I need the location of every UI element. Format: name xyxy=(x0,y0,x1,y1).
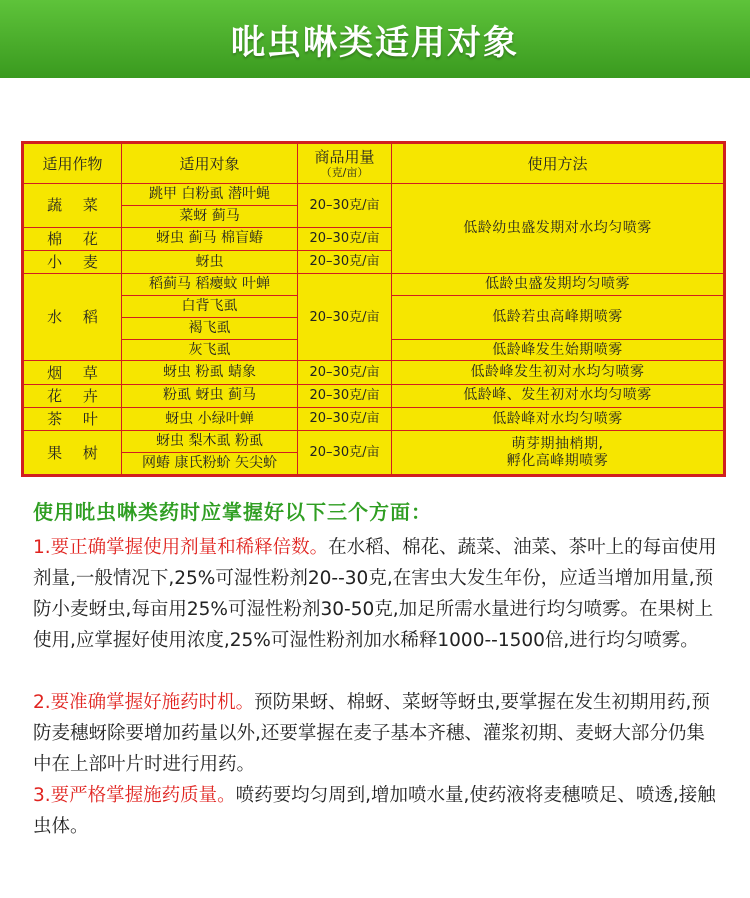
cell-target: 褐飞虱 xyxy=(122,317,298,339)
cell-crop: 水 稻 xyxy=(24,274,122,361)
cell-dose: 20–30克/亩 xyxy=(298,361,392,384)
table-row xyxy=(24,384,724,407)
cell-target: 蚜虫 小绿叶蝉 xyxy=(122,408,298,431)
table-row xyxy=(24,184,724,206)
header-dose xyxy=(298,144,392,184)
cell-target: 网蝽 康氏粉蚧 矢尖蚧 xyxy=(122,453,298,475)
cell-method: 低龄虫盛发期均匀喷雾 xyxy=(392,274,724,296)
paragraph-lead: 2.要准确掌握好施药时机。 xyxy=(33,692,255,713)
cell-target: 跳甲 白粉虱 潜叶蝇 xyxy=(122,184,298,206)
cell-target: 白背飞虱 xyxy=(122,296,298,318)
paragraph-body: 在水稻、棉花、蔬菜、油菜、茶叶上的每亩使用剂量,一般情况下,25%可湿性粉剂20--30克,在害虫大发生年份，应适当增加用量,预防小麦蚜虫,每亩用25%可湿性粉剂30-50克,加足所需水量进行均匀喷雾。在果树上使用,应掌握好使用浓度,25%可湿性粉剂加水稀释1000--1500倍,进行均匀喷雾。 xyxy=(33,537,717,651)
header-method: 使用方法 xyxy=(392,144,724,184)
cell-target: 粉虱 蚜虫 蓟马 xyxy=(122,384,298,407)
section-heading: 使用吡虫啉类药时应掌握好以下三个方面： xyxy=(33,500,432,524)
table-row xyxy=(24,361,724,384)
table-row xyxy=(24,431,724,453)
cell-dose: 20–30克/亩 xyxy=(298,184,392,228)
cell-dose: 20–30克/亩 xyxy=(298,431,392,475)
title-banner xyxy=(0,0,750,78)
header-dose-unit: （克/亩） xyxy=(320,165,369,179)
cell-target: 蚜虫 梨木虱 粉虱 xyxy=(122,431,298,453)
cell-dose: 20–30克/亩 xyxy=(298,384,392,407)
table-row xyxy=(24,274,724,296)
cell-dose: 20–30克/亩 xyxy=(298,274,392,361)
cell-method: 低龄峰发生初对水均匀喷雾 xyxy=(392,361,724,384)
cell-method: 低龄若虫高峰期喷雾 xyxy=(392,296,724,340)
usage-table xyxy=(21,141,726,477)
paragraph-body: 喷药要均匀周到,增加喷水量,使药液将麦穗喷足、喷透,接触虫体。 xyxy=(33,785,716,837)
cell-target: 菜蚜 蓟马 xyxy=(122,205,298,227)
header-target: 适用对象 xyxy=(122,144,298,184)
paragraph-lead: 1.要正确掌握使用剂量和稀释倍数。 xyxy=(33,537,329,558)
paragraph-body: 预防果蚜、棉蚜、菜蚜等蚜虫,要掌握在发生初期用药,预防麦穗蚜除要增加药量以外,还要掌握在麦子基本齐穗、灌浆初期、麦蚜大部分仍集中在上部叶片时进行用药。 xyxy=(33,692,710,775)
cell-method: 低龄峰发生始期喷雾 xyxy=(392,339,724,361)
cell-target: 蚜虫 粉虱 蜻象 xyxy=(122,361,298,384)
cell-crop: 烟 草 xyxy=(24,361,122,384)
cell-crop: 棉 花 xyxy=(24,227,122,250)
paragraph-lead: 3.要严格掌握施药质量。 xyxy=(33,785,236,806)
cell-dose: 20–30克/亩 xyxy=(298,227,392,250)
cell-method: 低龄幼虫盛发期对水均匀喷雾 xyxy=(392,184,724,274)
header-dose-label: 商品用量 xyxy=(314,147,375,166)
cell-target: 灰飞虱 xyxy=(122,339,298,361)
cell-crop: 果 树 xyxy=(24,431,122,475)
paragraph-timing xyxy=(33,687,723,780)
header-crop: 适用作物 xyxy=(24,144,122,184)
table-row xyxy=(24,408,724,431)
cell-target: 稻蓟马 稻瘿蚊 叶蝉 xyxy=(122,274,298,296)
cell-method xyxy=(392,431,724,475)
cell-crop: 花 卉 xyxy=(24,384,122,407)
paragraph-quality xyxy=(33,780,723,842)
cell-dose: 20–30克/亩 xyxy=(298,250,392,273)
cell-target: 蚜虫 xyxy=(122,250,298,273)
cell-crop: 蔬 菜 xyxy=(24,184,122,228)
cell-method: 低龄峰、发生初对水均匀喷雾 xyxy=(392,384,724,407)
page-title: 吡虫啉类适用对象 xyxy=(231,22,519,63)
cell-target: 蚜虫 蓟马 棉盲蝽 xyxy=(122,227,298,250)
cell-dose: 20–30克/亩 xyxy=(298,408,392,431)
method-line: 萌芽期抽梢期, xyxy=(511,435,604,452)
cell-crop: 茶 叶 xyxy=(24,408,122,431)
method-line: 孵化高峰期喷雾 xyxy=(506,452,609,469)
cell-method: 低龄峰对水均匀喷雾 xyxy=(392,408,724,431)
table-header-row xyxy=(24,144,724,184)
paragraph-dosage xyxy=(33,532,723,656)
cell-crop: 小 麦 xyxy=(24,250,122,273)
